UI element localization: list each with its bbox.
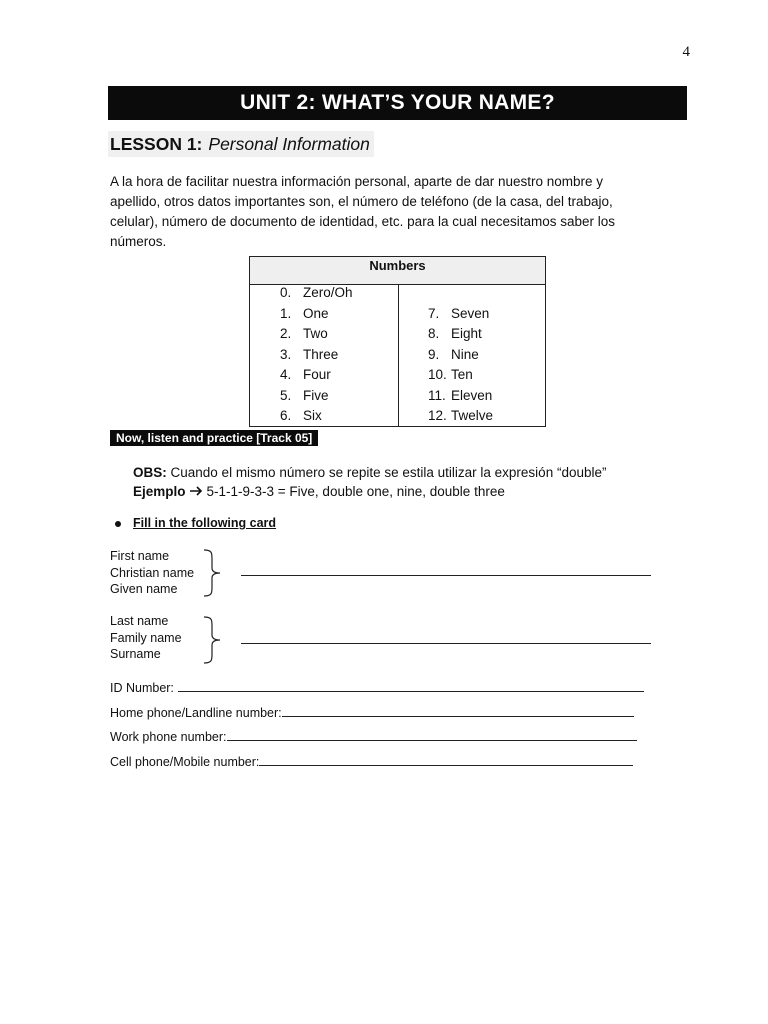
numbers-table-header: Numbers [250, 257, 545, 285]
number-index: 7. [428, 305, 440, 321]
unit-title: UNIT 2: WHAT’S YOUR NAME? [108, 86, 687, 120]
number-item [428, 345, 479, 365]
cell-phone-field [110, 753, 633, 769]
number-index: 12. [428, 408, 447, 423]
number-item [280, 386, 329, 406]
obs-text: Cuando el mismo número se repite se estila utilizar la expresión “double” [170, 465, 607, 480]
id-number-label: ID Number: [110, 681, 174, 695]
page-number: 4 [682, 44, 690, 60]
christian-name-label: Christian name [110, 565, 195, 580]
practice-banner: Now, listen and practice [Track 05] [110, 430, 318, 446]
number-word: Six [303, 408, 322, 423]
number-index: 4. [280, 367, 292, 382]
last-name-label: Last name [110, 614, 169, 628]
home-phone-field [110, 704, 634, 720]
last-name-labels [110, 613, 182, 663]
intro-line: números. [110, 234, 167, 249]
number-item [280, 345, 338, 365]
number-item [280, 365, 331, 385]
family-name-label: Family name [110, 630, 182, 645]
number-item [428, 406, 493, 426]
cell-phone-label: Cell phone/Mobile number: [110, 755, 260, 769]
number-word: Two [303, 326, 328, 341]
number-item [428, 386, 492, 406]
cell-phone-input-line[interactable] [259, 753, 633, 766]
lesson-label: LESSON 1: [110, 133, 203, 154]
intro-line: A la hora de facilitar nuestra información personal, aparte de dar nuestro nombre y [110, 174, 604, 189]
number-word: Seven [451, 305, 490, 321]
number-item [280, 324, 328, 344]
number-word: Eight [451, 326, 482, 341]
number-word: Zero/Oh [303, 285, 353, 300]
home-phone-input-line[interactable] [282, 704, 634, 717]
number-index: 9. [428, 346, 440, 362]
surname-label: Surname [110, 647, 161, 661]
number-word: Twelve [451, 408, 494, 423]
number-word: Four [303, 367, 331, 382]
given-name-label: Given name [110, 582, 178, 596]
number-index: 5. [280, 387, 292, 403]
work-phone-label: Work phone number: [110, 730, 227, 744]
lesson-heading [108, 131, 374, 157]
number-index: 8. [428, 326, 440, 341]
number-item [280, 283, 353, 303]
number-index: 6. [280, 408, 292, 423]
number-index: 1. [280, 305, 292, 321]
fill-card-title-text: Fill in the following card [133, 516, 277, 530]
number-index: 11. [428, 387, 446, 403]
intro-line: apellido, otros datos importantes son, el número de teléfono (de la casa, del trabajo, [110, 194, 613, 209]
first-name-input-line[interactable] [241, 575, 651, 576]
home-phone-label: Home phone/Landline number: [110, 706, 282, 720]
numbers-right-column [398, 284, 545, 426]
numbers-table [249, 256, 546, 427]
number-word: Five [303, 387, 329, 403]
example-text: 5-1-1-9-3-3 = Five, double one, nine, double three [206, 484, 505, 499]
number-item [428, 324, 482, 344]
number-word: Eleven [451, 387, 493, 403]
number-index: 3. [280, 346, 292, 362]
work-phone-input-line[interactable] [227, 728, 637, 741]
lesson-subtitle: Personal Information [208, 133, 370, 154]
example-line [133, 482, 606, 501]
number-item [280, 406, 322, 426]
example-label: Ejemplo [133, 484, 186, 499]
number-word: Three [303, 346, 339, 362]
curly-brace-icon [200, 616, 226, 664]
bullet-icon [115, 521, 121, 527]
number-index: 0. [280, 285, 292, 300]
intro-paragraph [110, 172, 670, 252]
first-name-label: First name [110, 549, 170, 563]
obs-note [133, 463, 606, 501]
number-word: Ten [451, 367, 473, 382]
number-index: 10. [428, 367, 447, 382]
id-number-input-line[interactable] [178, 679, 644, 692]
number-item [280, 304, 329, 324]
id-number-field [110, 679, 644, 695]
arrow-right-icon [190, 482, 203, 501]
last-name-input-line[interactable] [241, 643, 651, 644]
number-item [428, 304, 489, 324]
number-word: One [303, 305, 329, 321]
number-index: 2. [280, 326, 292, 341]
obs-line [133, 463, 606, 482]
first-name-labels [110, 548, 194, 598]
fill-card-title [115, 516, 276, 530]
obs-label: OBS: [133, 465, 167, 480]
numbers-left-column [250, 284, 399, 426]
work-phone-field [110, 728, 637, 744]
number-item [428, 365, 473, 385]
intro-line: celular), número de documento de identidad, etc. para la cual necesitamos saber los [110, 214, 616, 229]
number-word: Nine [451, 346, 479, 362]
curly-brace-icon [200, 549, 226, 597]
